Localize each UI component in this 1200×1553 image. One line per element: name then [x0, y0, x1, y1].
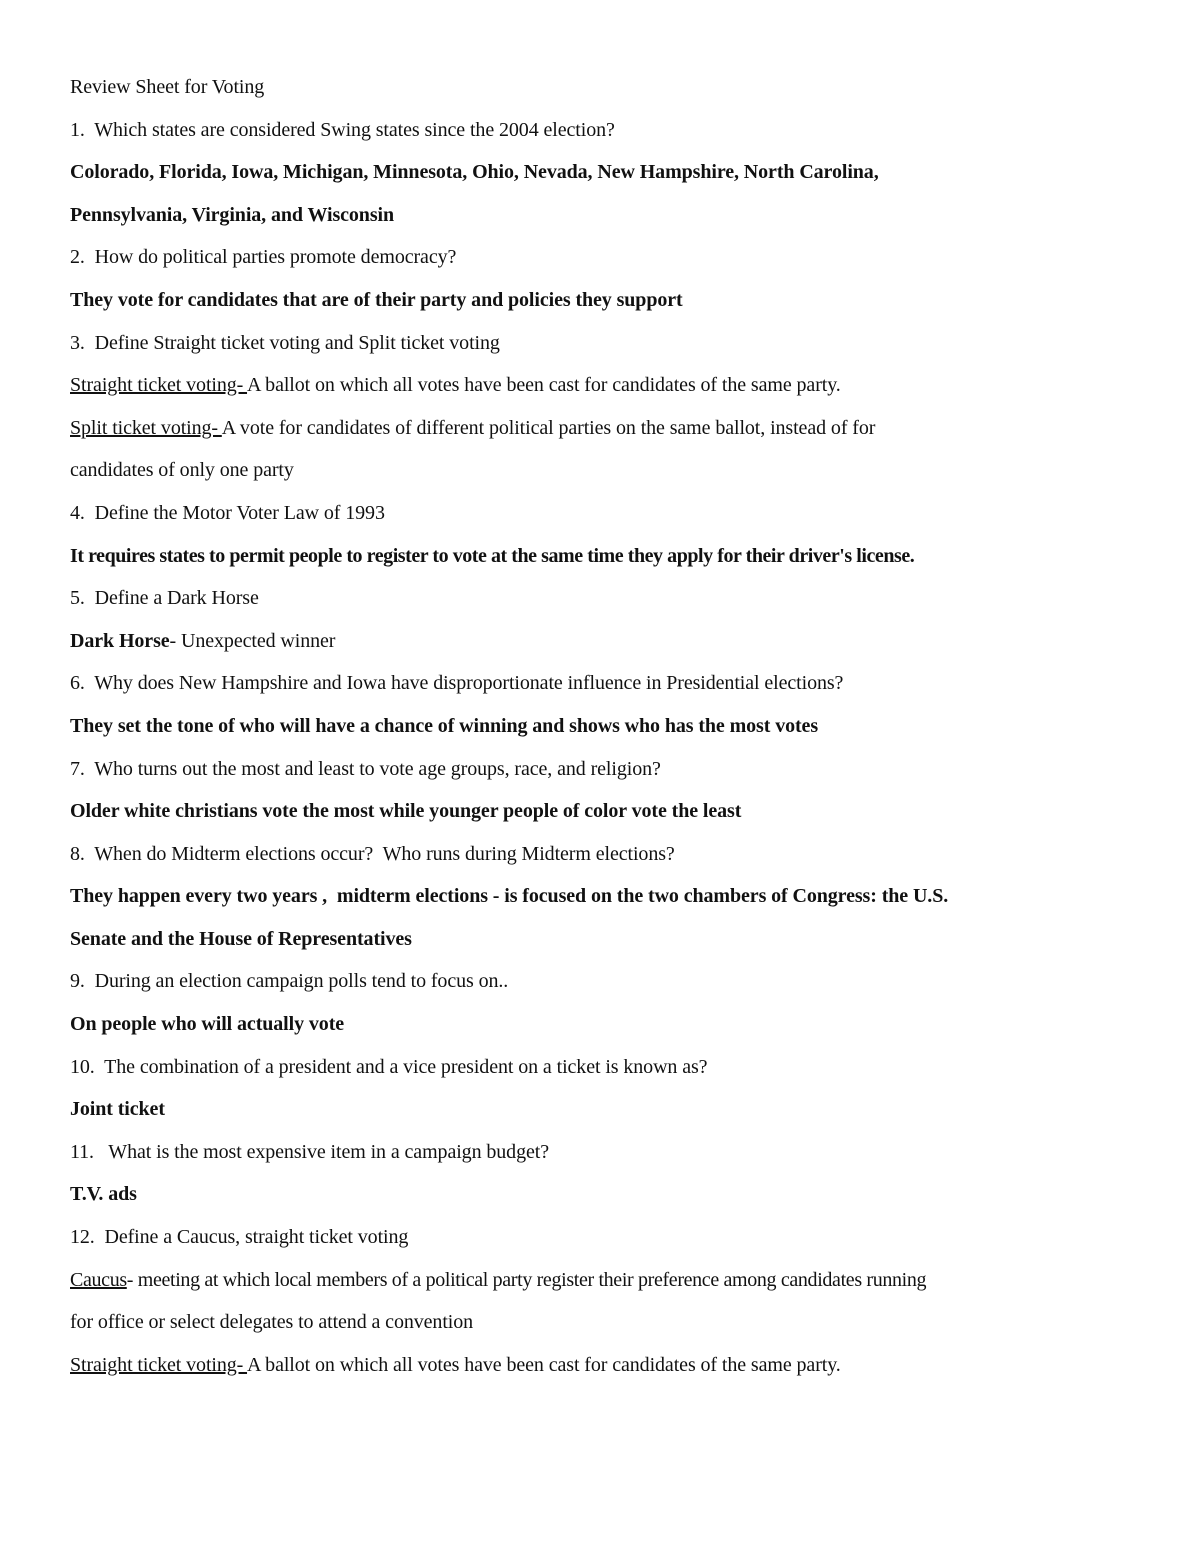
straight-ticket-definition: A ballot on which all votes have been cast for candidates of the same party. [247, 374, 841, 397]
question-5: 5. Define a Dark Horse [70, 587, 259, 610]
question-2: 2. How do political parties promote democracy? [70, 246, 457, 269]
question-9: 9. During an election campaign polls tend to focus on.. [70, 970, 509, 993]
question-10: 10. The combination of a president and a vice president on a ticket is known as? [70, 1055, 708, 1078]
question-6: 6. Why does New Hampshire and Iowa have disproportionate influence in Presidential elections? [70, 672, 844, 695]
straight-ticket-term-2: Straight ticket voting- [70, 1353, 248, 1376]
answer-12-straight [70, 1344, 1140, 1387]
answer-9: On people who will actually vote [70, 1013, 345, 1036]
dark-horse-term: Dark Horse [70, 629, 170, 652]
answer-7: Older white christians vote the most while younger people of color vote the least [70, 800, 742, 823]
answer-8-line-2: Senate and the House of Representatives [70, 927, 412, 950]
answer-10: Joint ticket [70, 1098, 165, 1121]
answer-8-line-1: They happen every two years , midterm elections - is focused on the two chambers of Congress: the U.S. [70, 885, 949, 908]
split-ticket-definition: A vote for candidates of different political parties on the same ballot, instead of for [221, 416, 876, 439]
question-4: 4. Define the Motor Voter Law of 1993 [70, 501, 385, 524]
question-11: 11. What is the most expensive item in a campaign budget? [70, 1140, 549, 1163]
answer-1-line-1: Colorado, Florida, Iowa, Michigan, Minnesota, Ohio, Nevada, New Hampshire, North Carolina, [70, 161, 879, 184]
answer-6: They set the tone of who will have a chance of winning and shows who has the most votes [70, 714, 819, 737]
answer-5 [70, 620, 1140, 663]
question-8: 8. When do Midterm elections occur? Who runs during Midterm elections? [70, 842, 675, 865]
answer-3-split-continued: candidates of only one party [70, 459, 294, 482]
document-title: Review Sheet for Voting [70, 76, 265, 98]
caucus-definition: - meeting at which local members of a political party register their preference among candidates running [126, 1268, 927, 1291]
answer-3-split [70, 407, 1140, 450]
answer-3-straight [70, 364, 1140, 407]
answer-11: T.V. ads [70, 1183, 137, 1206]
question-12: 12. Define a Caucus, straight ticket voting [70, 1226, 409, 1249]
dark-horse-definition: - Unexpected winner [169, 629, 336, 652]
answer-12-caucus [70, 1259, 1140, 1302]
straight-ticket-definition-2: A ballot on which all votes have been cast for candidates of the same party. [247, 1353, 841, 1376]
document-page [70, 66, 1140, 1386]
straight-ticket-term: Straight ticket voting- [70, 374, 248, 397]
answer-4: It requires states to permit people to register to vote at the same time they apply for their driver's license. [70, 544, 915, 567]
answer-1-line-2: Pennsylvania, Virginia, and Wisconsin [70, 203, 394, 226]
answer-2: They vote for candidates that are of their party and policies they support [70, 288, 683, 311]
question-3: 3. Define Straight ticket voting and Split ticket voting [70, 331, 500, 354]
question-1: 1. Which states are considered Swing states since the 2004 election? [70, 118, 615, 141]
caucus-term: Caucus [70, 1268, 127, 1291]
answer-12-caucus-continued: for office or select delegates to attend a convention [70, 1311, 474, 1334]
split-ticket-term: Split ticket voting- [70, 416, 222, 439]
question-7: 7. Who turns out the most and least to vote age groups, race, and religion? [70, 757, 661, 780]
